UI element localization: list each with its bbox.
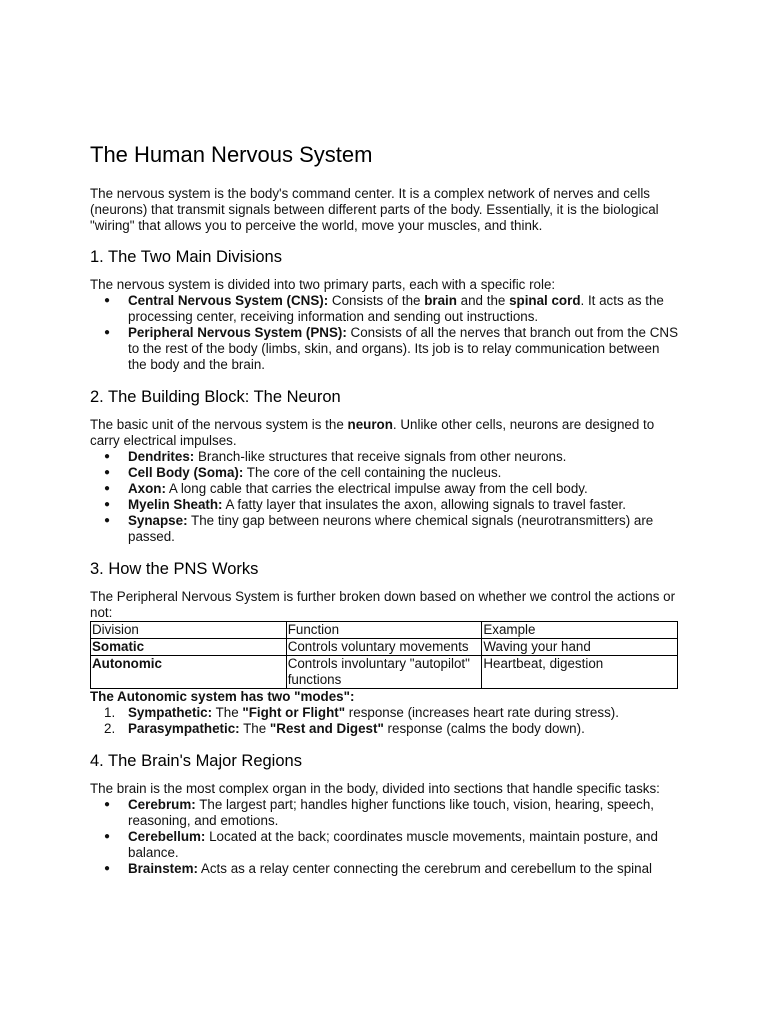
neuron-lead-1: The basic unit of the nervous system is the (90, 417, 348, 432)
item-term: Dendrites: (128, 449, 195, 464)
item-text: Located at the back; coordinates muscle movements, maintain posture, and balance. (128, 829, 658, 860)
list-item (90, 481, 680, 497)
cns-term: Central Nervous System (CNS): (128, 293, 329, 308)
item-text: The largest part; handles higher functions like touch, vision, hearing, speech, reasoning, and emotions. (128, 797, 655, 828)
table-cell (91, 656, 287, 689)
table-cell (91, 639, 287, 656)
list-item (90, 449, 680, 465)
section-4-heading: 4. The Brain's Major Regions (90, 752, 302, 770)
section-3-heading: 3. How the PNS Works (90, 560, 259, 578)
item-text: response (calms the body down). (383, 721, 585, 736)
cns-text-2: and the (456, 293, 510, 308)
neuron-lead-bold: neuron (347, 417, 393, 432)
item-term: Cerebrum: (128, 797, 196, 812)
list-item-cns (90, 293, 680, 325)
item-text: The core of the cell containing the nucleus. (243, 465, 502, 480)
modes-heading: The Autonomic system has two "modes": (90, 689, 355, 704)
item-text: Acts as a relay center connecting the cerebrum and cerebellum to the spinal (197, 861, 652, 876)
item-term: Parasympathetic: (128, 721, 240, 736)
item-term: Cell Body (Soma): (128, 465, 244, 480)
division-name: Autonomic (92, 656, 162, 671)
item-term: Brainstem: (128, 861, 198, 876)
table-header-cell: Function (286, 622, 482, 639)
section-1-heading: 1. The Two Main Divisions (90, 248, 282, 266)
modes-list (90, 705, 680, 737)
table-row (91, 639, 678, 656)
list-item (90, 721, 680, 737)
neuron-lead-2: . Unlike other cells, neurons are designed to carry electrical impulses. (90, 417, 655, 448)
document-content (90, 141, 680, 877)
item-text: The tiny gap between neurons where chemical signals (neurotransmitters) are passed. (128, 513, 654, 544)
table-header-cell: Division (91, 622, 287, 639)
cns-brain: brain (424, 293, 457, 308)
pns-text: Consists of all the nerves that branch out from the CNS to the rest of the body (limbs, skin, and organs). Its job is to relay communication between the body and the brain. (128, 325, 678, 372)
item-text: A long cable that carries the electrical impulse away from the cell body. (165, 481, 588, 496)
item-number: 1. (104, 705, 116, 720)
table-header-row (91, 622, 678, 639)
item-term: Synapse: (128, 513, 188, 528)
cns-text-1: Consists of the (328, 293, 425, 308)
neuron-parts-list (90, 449, 680, 545)
item-number: 2. (104, 721, 116, 736)
item-quote: "Fight or Flight" (242, 705, 346, 720)
table-cell: Waving your hand (482, 639, 678, 656)
table-cell: Heartbeat, digestion (482, 656, 678, 689)
section-2-lead (90, 417, 680, 449)
table-cell: Controls voluntary movements (286, 639, 482, 656)
division-name: Somatic (92, 639, 145, 654)
table-header-cell: Example (482, 622, 678, 639)
list-item (90, 861, 680, 877)
cns-spinal-cord: spinal cord (509, 293, 581, 308)
brain-regions-list (90, 797, 680, 877)
intro-paragraph: The nervous system is the body's command center. It is a complex network of nerves and cells (neurons) that transmit signals between different parts of the body. Essentially, it is the biological "wiring" that allows you to perceive the world, move your muscles, and think. (90, 186, 659, 233)
pns-table (90, 621, 678, 689)
list-item (90, 797, 680, 829)
section-3-lead: The Peripheral Nervous System is further broken down based on whether we control the actions or not: (90, 589, 676, 620)
item-text: A fatty layer that insulates the axon, allowing signals to travel faster. (222, 497, 626, 512)
list-item (90, 497, 680, 513)
item-text: The (212, 705, 243, 720)
list-item (90, 705, 680, 721)
list-item (90, 465, 680, 481)
item-quote: "Rest and Digest" (269, 721, 384, 736)
section-4-lead: The brain is the most complex organ in the body, divided into sections that handle specific tasks: (90, 781, 660, 796)
section-2-heading: 2. The Building Block: The Neuron (90, 388, 341, 406)
item-term: Cerebellum: (128, 829, 206, 844)
list-item (90, 513, 680, 545)
section-1-lead: The nervous system is divided into two primary parts, each with a specific role: (90, 277, 556, 292)
table-row (91, 656, 678, 689)
cns-text-3: . It acts as the processing center, receiving information and sending out instructions. (128, 293, 664, 324)
list-item (90, 829, 680, 861)
pns-term: Peripheral Nervous System (PNS): (128, 325, 347, 340)
table-cell: Controls involuntary "autopilot" functions (286, 656, 482, 689)
divisions-list (90, 293, 680, 373)
item-text: The (239, 721, 270, 736)
item-text: Branch-like structures that receive signals from other neurons. (194, 449, 567, 464)
item-term: Myelin Sheath: (128, 497, 223, 512)
list-item-pns (90, 325, 680, 373)
item-term: Sympathetic: (128, 705, 213, 720)
item-text: response (increases heart rate during stress). (345, 705, 619, 720)
item-term: Axon: (128, 481, 166, 496)
document-title: The Human Nervous System (90, 142, 373, 167)
